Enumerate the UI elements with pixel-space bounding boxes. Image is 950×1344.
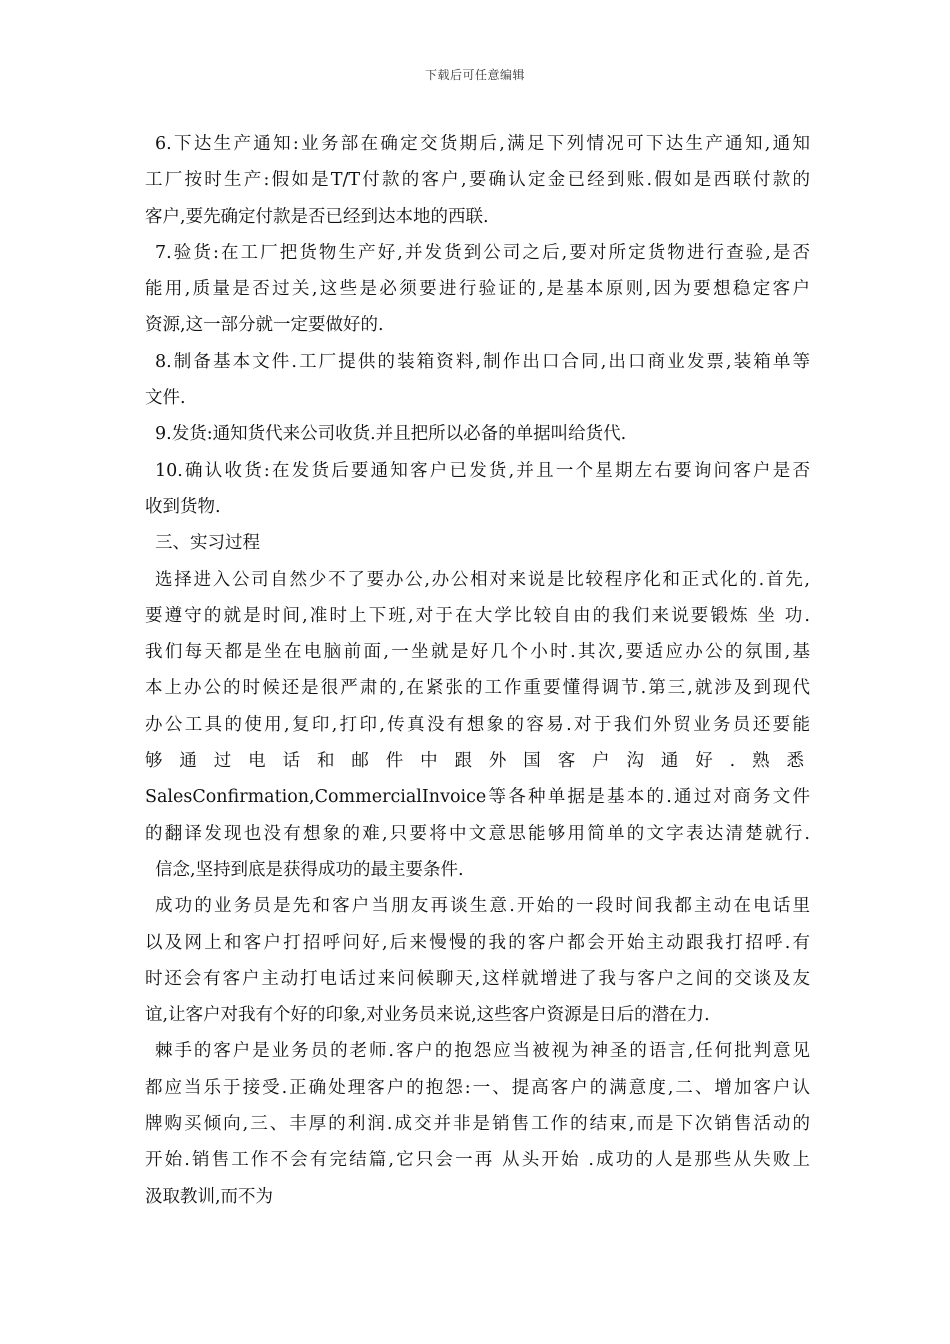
section-heading: 三、实习过程 <box>155 533 260 554</box>
paragraph-line: SalesConfirmation,CommercialInvoice等各种单据是基本的.通过对商务文件 <box>145 787 810 808</box>
paragraph-line: 以及网上和客户打招呼问好,后来慢慢的我的客户都会开始主动跟我打招呼.有 <box>145 932 810 953</box>
paragraph-line: 我们每天都是坐在电脑前面,一坐就是好几个小时.其次,要适应办公的氛围,基 <box>145 642 810 663</box>
paragraph-line: 够通过电话和邮件中跟外国客户沟通好.熟悉 <box>145 751 810 772</box>
paragraph-line: 信念,坚持到底是获得成功的最主要条件. <box>155 859 464 880</box>
paragraph-line: 都应当乐于接受.正确处理客户的抱怨:一、提高客户的满意度,二、增加客户认 <box>145 1077 810 1098</box>
paragraph-line: 汲取教训,而不为 <box>145 1186 274 1207</box>
paragraph-line: 客户,要先确定付款是否已经到达本地的西联. <box>145 206 489 227</box>
paragraph-line: 成功的业务员是先和客户当朋友再谈生意.开始的一段时间我都主动在电话里 <box>155 896 810 917</box>
paragraph-line: 工厂按时生产:假如是T/T付款的客户,要确认定金已经到账.假如是西联付款的 <box>145 170 810 191</box>
paragraph-line: 7.验货:在工厂把货物生产好,并发货到公司之后,要对所定货物进行查验,是否 <box>155 242 810 263</box>
paragraph-line: 开始.销售工作不会有完结篇,它只会一再 从头开始 .成功的人是那些从失败上 <box>145 1150 810 1171</box>
paragraph-line: 牌购买倾向,三、丰厚的利润.成交并非是销售工作的结束,而是下次销售活动的 <box>145 1114 810 1135</box>
paragraph-line: 棘手的客户是业务员的老师.客户的抱怨应当被视为神圣的语言,任何批判意见 <box>155 1041 810 1062</box>
paragraph-line: 时还会有客户主动打电话过来问候聊天,这样就增进了我与客户之间的交谈及友 <box>145 968 810 989</box>
document-body <box>145 126 810 1215</box>
paragraph-line: 选择进入公司自然少不了要办公,办公相对来说是比较程序化和正式化的.首先, <box>155 569 810 590</box>
paragraph-line: 资源,这一部分就一定要做好的. <box>145 315 384 336</box>
paragraph-line: 8.制备基本文件.工厂提供的装箱资料,制作出口合同,出口商业发票,装箱单等 <box>155 351 810 372</box>
page-header: 下载后可任意编辑 <box>424 68 525 82</box>
paragraph-line: 能用,质量是否过关,这些是必须要进行验证的,是基本原则,因为要想稳定客户 <box>145 279 810 300</box>
paragraph-line: 6.下达生产通知:业务部在确定交货期后,满足下列情况可下达生产通知,通知 <box>155 134 810 154</box>
paragraph-line: 办公工具的使用,复印,打印,传真没有想象的容易.对于我们外贸业务员还要能 <box>145 714 810 735</box>
paragraph-line: 9.发货:通知货代来公司收货.并且把所以必备的单据叫给货代. <box>155 424 627 445</box>
paragraph-line: 文件. <box>145 388 186 409</box>
paragraph-line: 本上办公的时候还是很严肃的,在紧张的工作重要懂得调节.第三,就涉及到现代 <box>145 678 810 699</box>
paragraph-line: 10.确认收货:在发货后要通知客户已发货,并且一个星期左右要询问客户是否 <box>155 460 810 481</box>
paragraph-line: 的翻译发现也没有想象的难,只要将中文意思能够用简单的文字表达清楚就行. <box>145 823 810 844</box>
paragraph-line: 要遵守的就是时间,准时上下班,对于在大学比较自由的我们来说要锻炼 坐 功. <box>145 605 810 626</box>
paragraph-line: 谊,让客户对我有个好的印象,对业务员来说,这些客户资源是日后的潜在力. <box>145 1005 710 1026</box>
paragraph-line: 收到货物. <box>145 496 221 517</box>
